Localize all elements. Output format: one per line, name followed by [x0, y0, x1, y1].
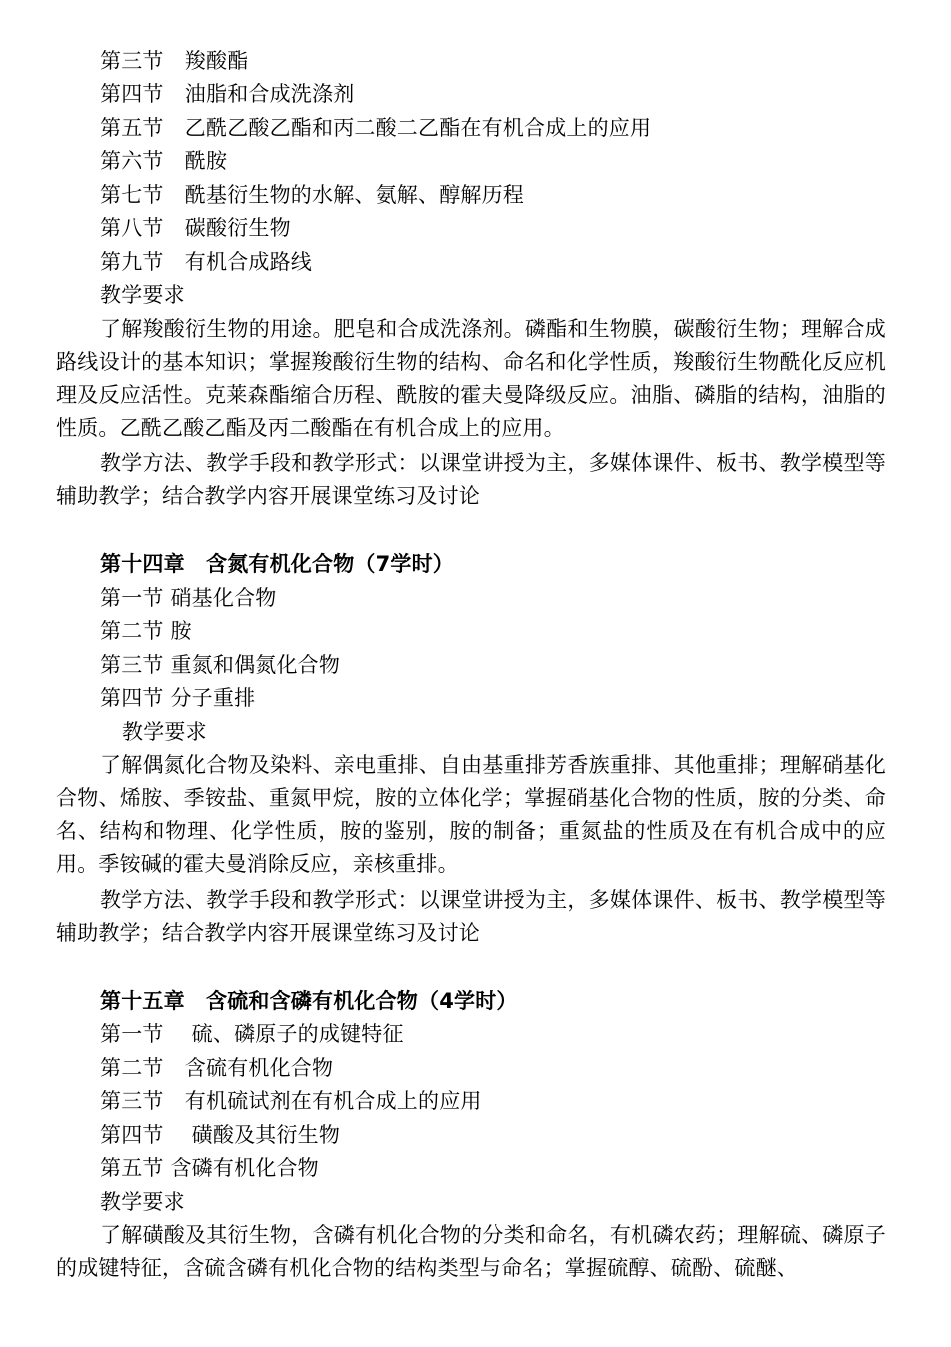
section-line: 第四节 磺酸及其衍生物	[100, 1123, 341, 1147]
requirements-paragraph	[56, 1219, 886, 1285]
chapter-title: 第十五章 含硫和含磷有机化合物（4学时）	[100, 989, 518, 1013]
method-paragraph	[56, 884, 886, 950]
section-line: 第三节 重氮和偶氮化合物	[100, 653, 341, 677]
section-line: 第五节 乙酰乙酸乙酯和丙二酸二乙酯在有机合成上的应用	[100, 116, 652, 140]
section-line: 第一节 硝基化合物	[100, 586, 277, 610]
requirements-heading: 教学要求	[100, 1190, 185, 1214]
section-line: 第一节 硫、磷原子的成键特征	[100, 1022, 404, 1046]
requirements-text: 了解磺酸及其衍生物，含磷有机化合物的分类和命名，有机磷农药；理解硫、磷原子的成键特征，含硫含磷有机化合物的结构类型与命名；掌握硫醇、硫酚、硫醚、	[56, 1223, 886, 1280]
section-line: 第三节 有机硫试剂在有机合成上的应用	[100, 1089, 482, 1113]
section-line: 第六节 酰胺	[100, 149, 228, 173]
requirements-text: 了解羧酸衍生物的用途。肥皂和合成洗涤剂。磷酯和生物膜，碳酸衍生物；理解合成路线设计的基本知识；掌握羧酸衍生物的结构、命名和化学性质，羧酸衍生物酰化反应机理及反应活性。克莱森酯缩合历程、酰胺的霍夫曼降级反应。油脂、磷脂的结构，油脂的性质。乙酰乙酸乙酯及丙二酸酯在有机合成上的应用。	[56, 317, 886, 440]
requirements-text: 了解偶氮化合物及染料、亲电重排、自由基重排芳香族重排、其他重排；理解硝基化合物、烯胺、季铵盐、重氮甲烷，胺的立体化学；掌握硝基化合物的性质，胺的分类、命名、结构和物理、化学性质，胺的鉴别，胺的制备；重氮盐的性质及在有机合成中的应用。季铵碱的霍夫曼消除反应，亲核重排。	[56, 753, 886, 876]
section-line: 第七节 酰基衍生物的水解、氨解、醇解历程	[100, 183, 524, 207]
section-line: 第九节 有机合成路线	[100, 250, 312, 274]
section-line: 第三节 羧酸酯	[100, 49, 249, 73]
requirements-heading: 教学要求	[100, 283, 185, 307]
requirements-paragraph	[56, 749, 886, 881]
section-line: 第四节 分子重排	[100, 686, 256, 710]
section-line: 第五节 含磷有机化合物	[100, 1156, 319, 1180]
section-line: 第四节 油脂和合成洗涤剂	[100, 82, 355, 106]
requirements-paragraph	[56, 313, 886, 445]
chapter-title: 第十四章 含氮有机化合物（7学时）	[100, 552, 455, 576]
method-text: 教学方法、教学手段和教学形式：以课堂讲授为主，多媒体课件、板书、教学模型等辅助教学；结合教学内容开展课堂练习及讨论	[56, 888, 886, 945]
section-line: 第八节 碳酸衍生物	[100, 216, 291, 240]
requirements-heading: 教学要求	[122, 720, 207, 744]
section-line: 第二节 含硫有机化合物	[100, 1056, 334, 1080]
method-text: 教学方法、教学手段和教学形式：以课堂讲授为主，多媒体课件、板书、教学模型等辅助教学；结合教学内容开展课堂练习及讨论	[56, 451, 886, 508]
section-line: 第二节 胺	[100, 619, 192, 643]
method-paragraph	[56, 447, 886, 513]
